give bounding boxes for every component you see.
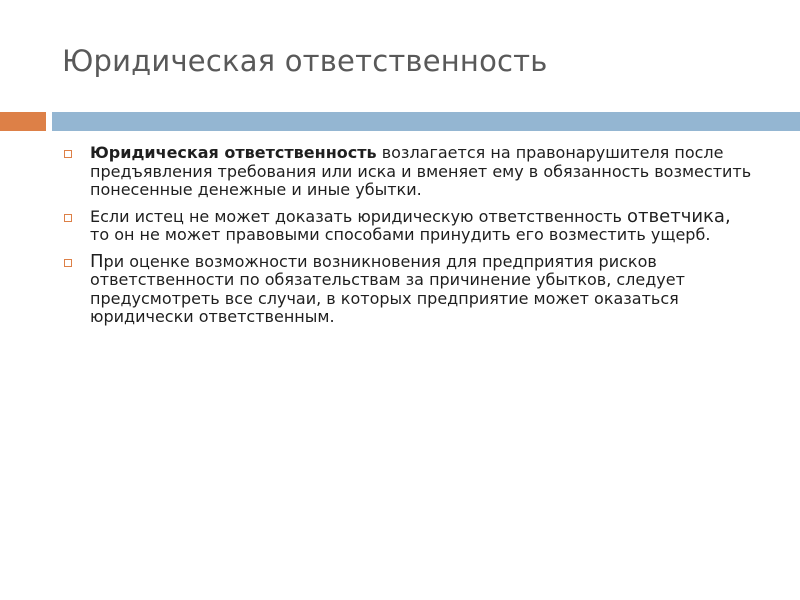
hollow-square-icon [64,259,72,267]
hollow-square-icon [64,214,72,222]
bullet-list [62,144,752,335]
bullet-text: ри оценке возможности возникновения для предприятия рисков ответственности по обязательствам за причинение убытков, следует предусмотреть все случаи, в которых предприятие может оказаться юридически ответственным. [90,251,685,326]
bullet-text: возлагается на правонарушителя после предъявления требования или иска и вменяет ему в обязанность возместить понесенные денежные и иные убытки. [90,143,752,199]
bullet-item [62,205,752,245]
bullet-bold-term: Юридическая ответственность [90,143,377,162]
bullet-item [62,250,752,327]
title-underline-bar [52,112,800,131]
accent-bar [0,112,46,131]
bullet-emphasis: ответчика, [627,205,731,227]
bullet-first-letter: П [90,250,104,272]
bullet-item [62,144,752,200]
bullet-text: то он не может правовыми способами принудить его возместить ущерб. [90,225,711,244]
slide-title: Юридическая ответственность [62,44,548,78]
bullet-text: Если истец не может доказать юридическую ответственность [90,206,628,226]
hollow-square-icon [64,150,72,158]
